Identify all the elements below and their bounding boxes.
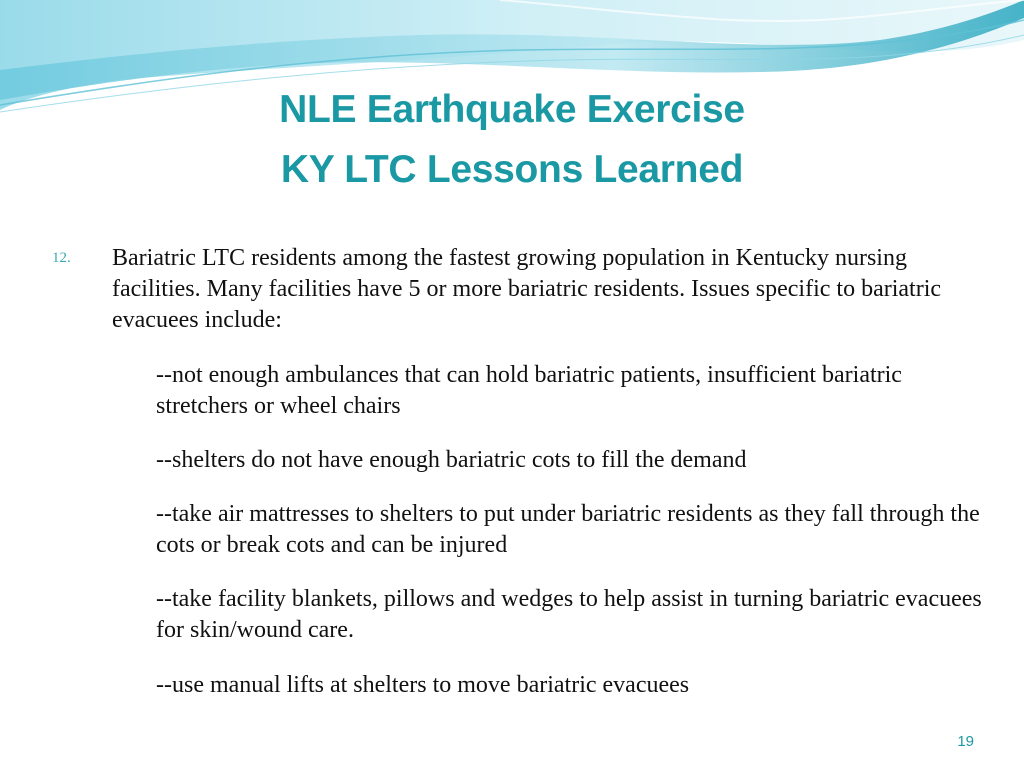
list-item-number: 12.: [52, 250, 71, 266]
sub-item: --take air mattresses to shelters to put under bariatric residents as they fall through the cots or break cots and can be injured: [156, 501, 980, 558]
page-number: 19: [957, 733, 974, 750]
sub-item: --not enough ambulances that can hold bariatric patients, insufficient bariatric stretchers or wheel chairs: [156, 362, 902, 419]
list-item-text: Bariatric LTC residents among the fastest growing population in Kentucky nursing facilities. Many facilities have 5 or more bariatric residents. Issues specific to bariatric evacuees include:: [112, 245, 942, 333]
title-line-1: NLE Earthquake Exercise: [279, 88, 745, 131]
sub-item: --use manual lifts at shelters to move bariatric evacuees: [156, 672, 690, 698]
sub-item: --shelters do not have enough bariatric cots to fill the demand: [156, 447, 747, 473]
title-line-2: KY LTC Lessons Learned: [280, 148, 744, 191]
sub-item: --take facility blankets, pillows and wedges to help assist in turning bariatric evacuees for skin/wound care.: [156, 586, 982, 643]
